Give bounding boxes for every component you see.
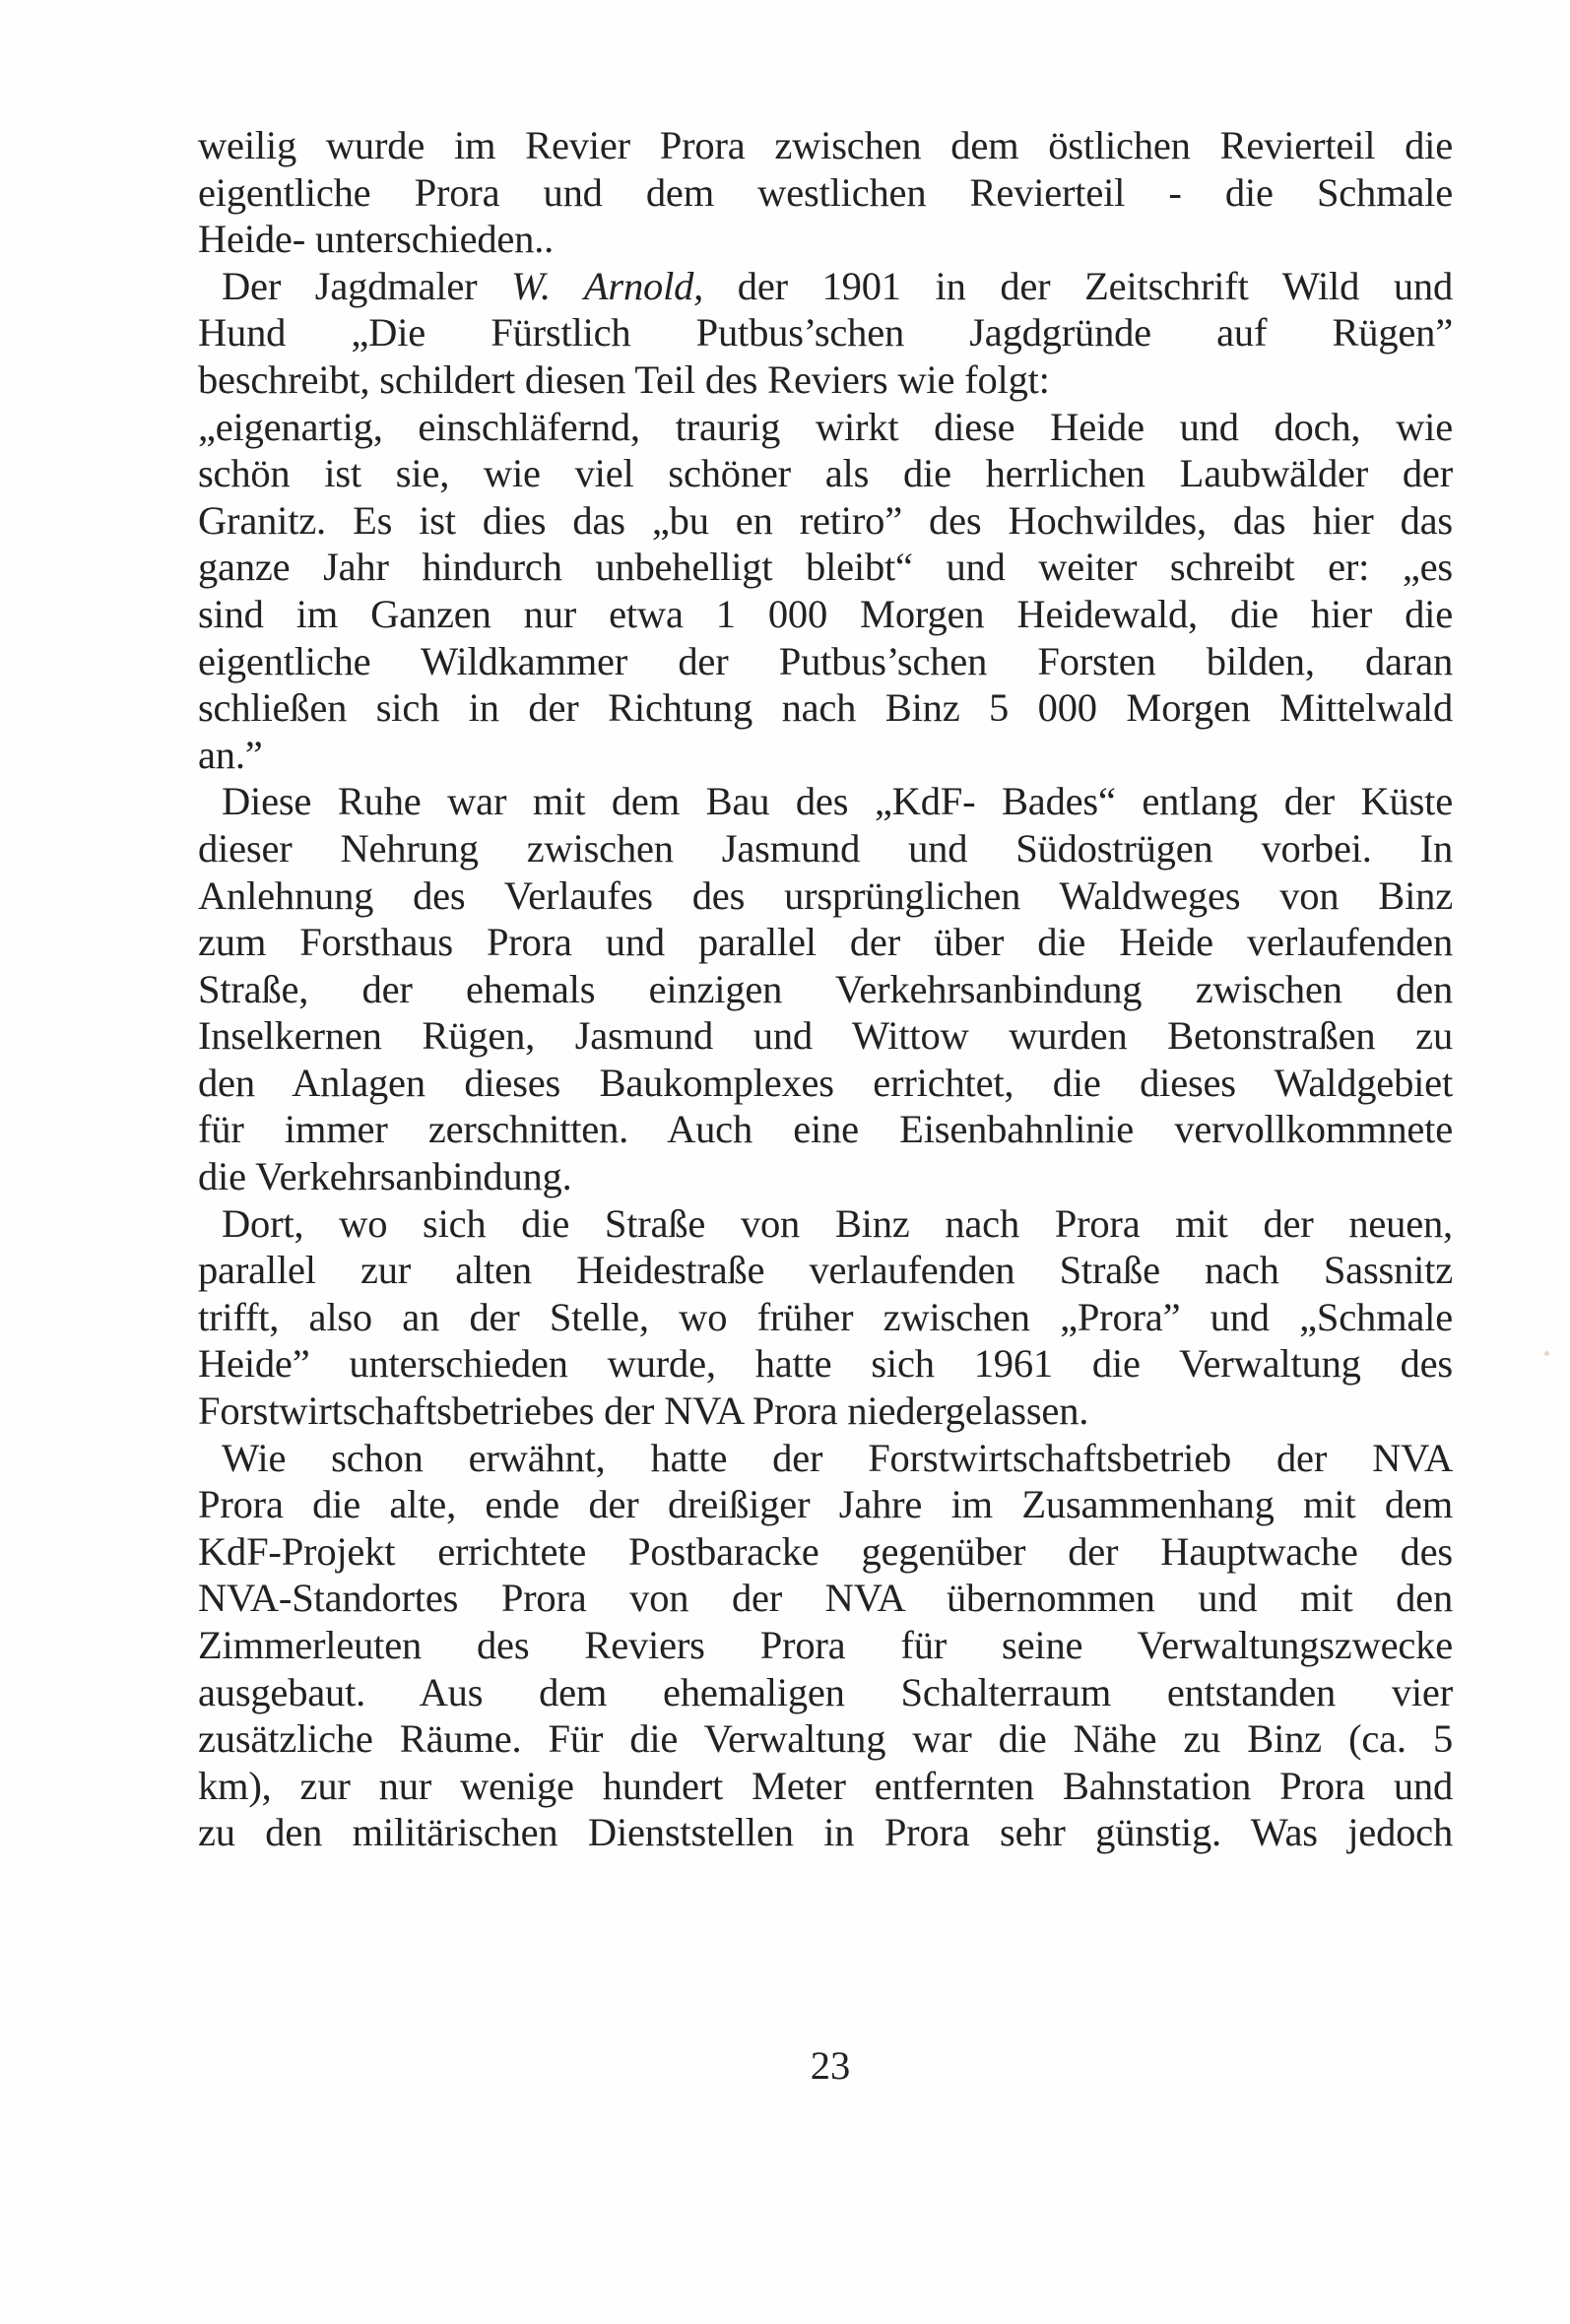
text-line: schließen sich in der Richtung nach Binz 5 000 Morgen Mittelwald <box>198 685 1453 731</box>
text-line: sind im Ganzen nur etwa 1 000 Morgen Heidewald, die hier die <box>198 591 1453 636</box>
text-line: den Anlagen dieses Baukomplexes errichtet, die dieses Waldgebiet <box>198 1060 1453 1105</box>
text-line: km), zur nur wenige hundert Meter entfernten Bahnstation Prora und <box>198 1763 1453 1808</box>
text-line: dieser Nehrung zwischen Jasmund und Südostrügen vorbei. In <box>198 825 1453 871</box>
text-line: Heide” unterschieden wurde, hatte sich 1961 die Verwaltung des <box>198 1341 1453 1387</box>
text-line: Forstwirtschaftsbetriebes der NVA Prora niedergelassen. <box>198 1388 1089 1434</box>
text-line: zu den militärischen Dienststellen in Prora sehr günstig. Was jedoch <box>198 1810 1453 1855</box>
text-line: Heide- unterschieden.. <box>198 217 555 262</box>
body-text <box>198 122 1453 1856</box>
text-run: Der Jagdmaler <box>222 263 512 308</box>
text-line: eigentliche Prora und dem westlichen Revierteil - die Schmale <box>198 169 1453 215</box>
text-run: der 1901 in der Zeitschrift Wild und <box>703 263 1454 308</box>
text-line: NVA-Standortes Prora von der NVA übernommen und mit den <box>198 1576 1453 1621</box>
text-line: eigentliche Wildkammer der Putbus’schen Forsten bilden, daran <box>198 638 1453 683</box>
text-line: zum Forsthaus Prora und parallel der über die Heide verlaufenden <box>198 920 1453 965</box>
text-line: ausgebaut. Aus dem ehemaligen Schalterraum entstanden vier <box>198 1669 1453 1714</box>
text-line: an.” <box>198 732 263 777</box>
page-number: 23 <box>810 2043 851 2088</box>
text-line: trifft, also an der Stelle, wo früher zwischen „Prora” und „Schmale <box>198 1294 1453 1339</box>
text-line: Zimmerleuten des Reviers Prora für seine Verwaltungszwecke <box>198 1623 1453 1667</box>
text-line: parallel zur alten Heidestraße verlaufenden Straße nach Sassnitz <box>198 1248 1453 1293</box>
text-line: „eigenartig, einschläfernd, traurig wirkt diese Heide und doch, wie <box>198 404 1453 449</box>
text-line: Inselkernen Rügen, Jasmund und Wittow wurden Betonstraßen zu <box>198 1013 1453 1059</box>
text-line: KdF-Projekt errichtete Postbaracke gegenüber der Hauptwache des <box>198 1528 1453 1574</box>
text-line: ganze Jahr hindurch unbehelligt bleibt“ und weiter schreibt er: „es <box>198 545 1453 590</box>
text-line: Anlehnung des Verlaufes des ursprünglichen Waldweges von Binz <box>198 872 1453 918</box>
text-line: für immer zerschnitten. Auch eine Eisenbahnlinie vervollkommnete <box>198 1107 1453 1152</box>
scan-speck <box>1544 1351 1549 1356</box>
text-line: zusätzliche Räume. Für die Verwaltung war die Nähe zu Binz (ca. 5 <box>198 1716 1453 1762</box>
text-line: schön ist sie, wie viel schöner als die herrlichen Laubwälder der <box>198 451 1453 496</box>
text-line: weilig wurde im Revier Prora zwischen dem östlichen Revierteil die <box>198 123 1453 167</box>
text-line: Wie schon erwähnt, hatte der Forstwirtschaftsbetrieb der NVA <box>222 1435 1453 1480</box>
text-line: Diese Ruhe war mit dem Bau des „KdF- Bades“ entlang der Küste <box>222 779 1453 824</box>
text-line: Hund „Die Fürstlich Putbus’schen Jagdgründe auf Rügen” <box>198 310 1453 355</box>
text-line: Straße, der ehemals einzigen Verkehrsanbindung zwischen den <box>198 966 1453 1011</box>
text-line <box>198 263 1453 310</box>
text-line: Prora die alte, ende der dreißiger Jahre im Zusammenhang mit dem <box>198 1482 1453 1527</box>
text-line: Dort, wo sich die Straße von Binz nach Prora mit der neuen, <box>222 1200 1453 1246</box>
text-line: die Verkehrsanbindung. <box>198 1154 572 1199</box>
text-line: Granitz. Es ist dies das „bu en retiro” des Hochwildes, das hier das <box>198 497 1453 543</box>
author-name-italic: W. Arnold, <box>511 263 704 308</box>
text-line: beschreibt, schildert diesen Teil des Reviers wie folgt: <box>198 356 1050 402</box>
